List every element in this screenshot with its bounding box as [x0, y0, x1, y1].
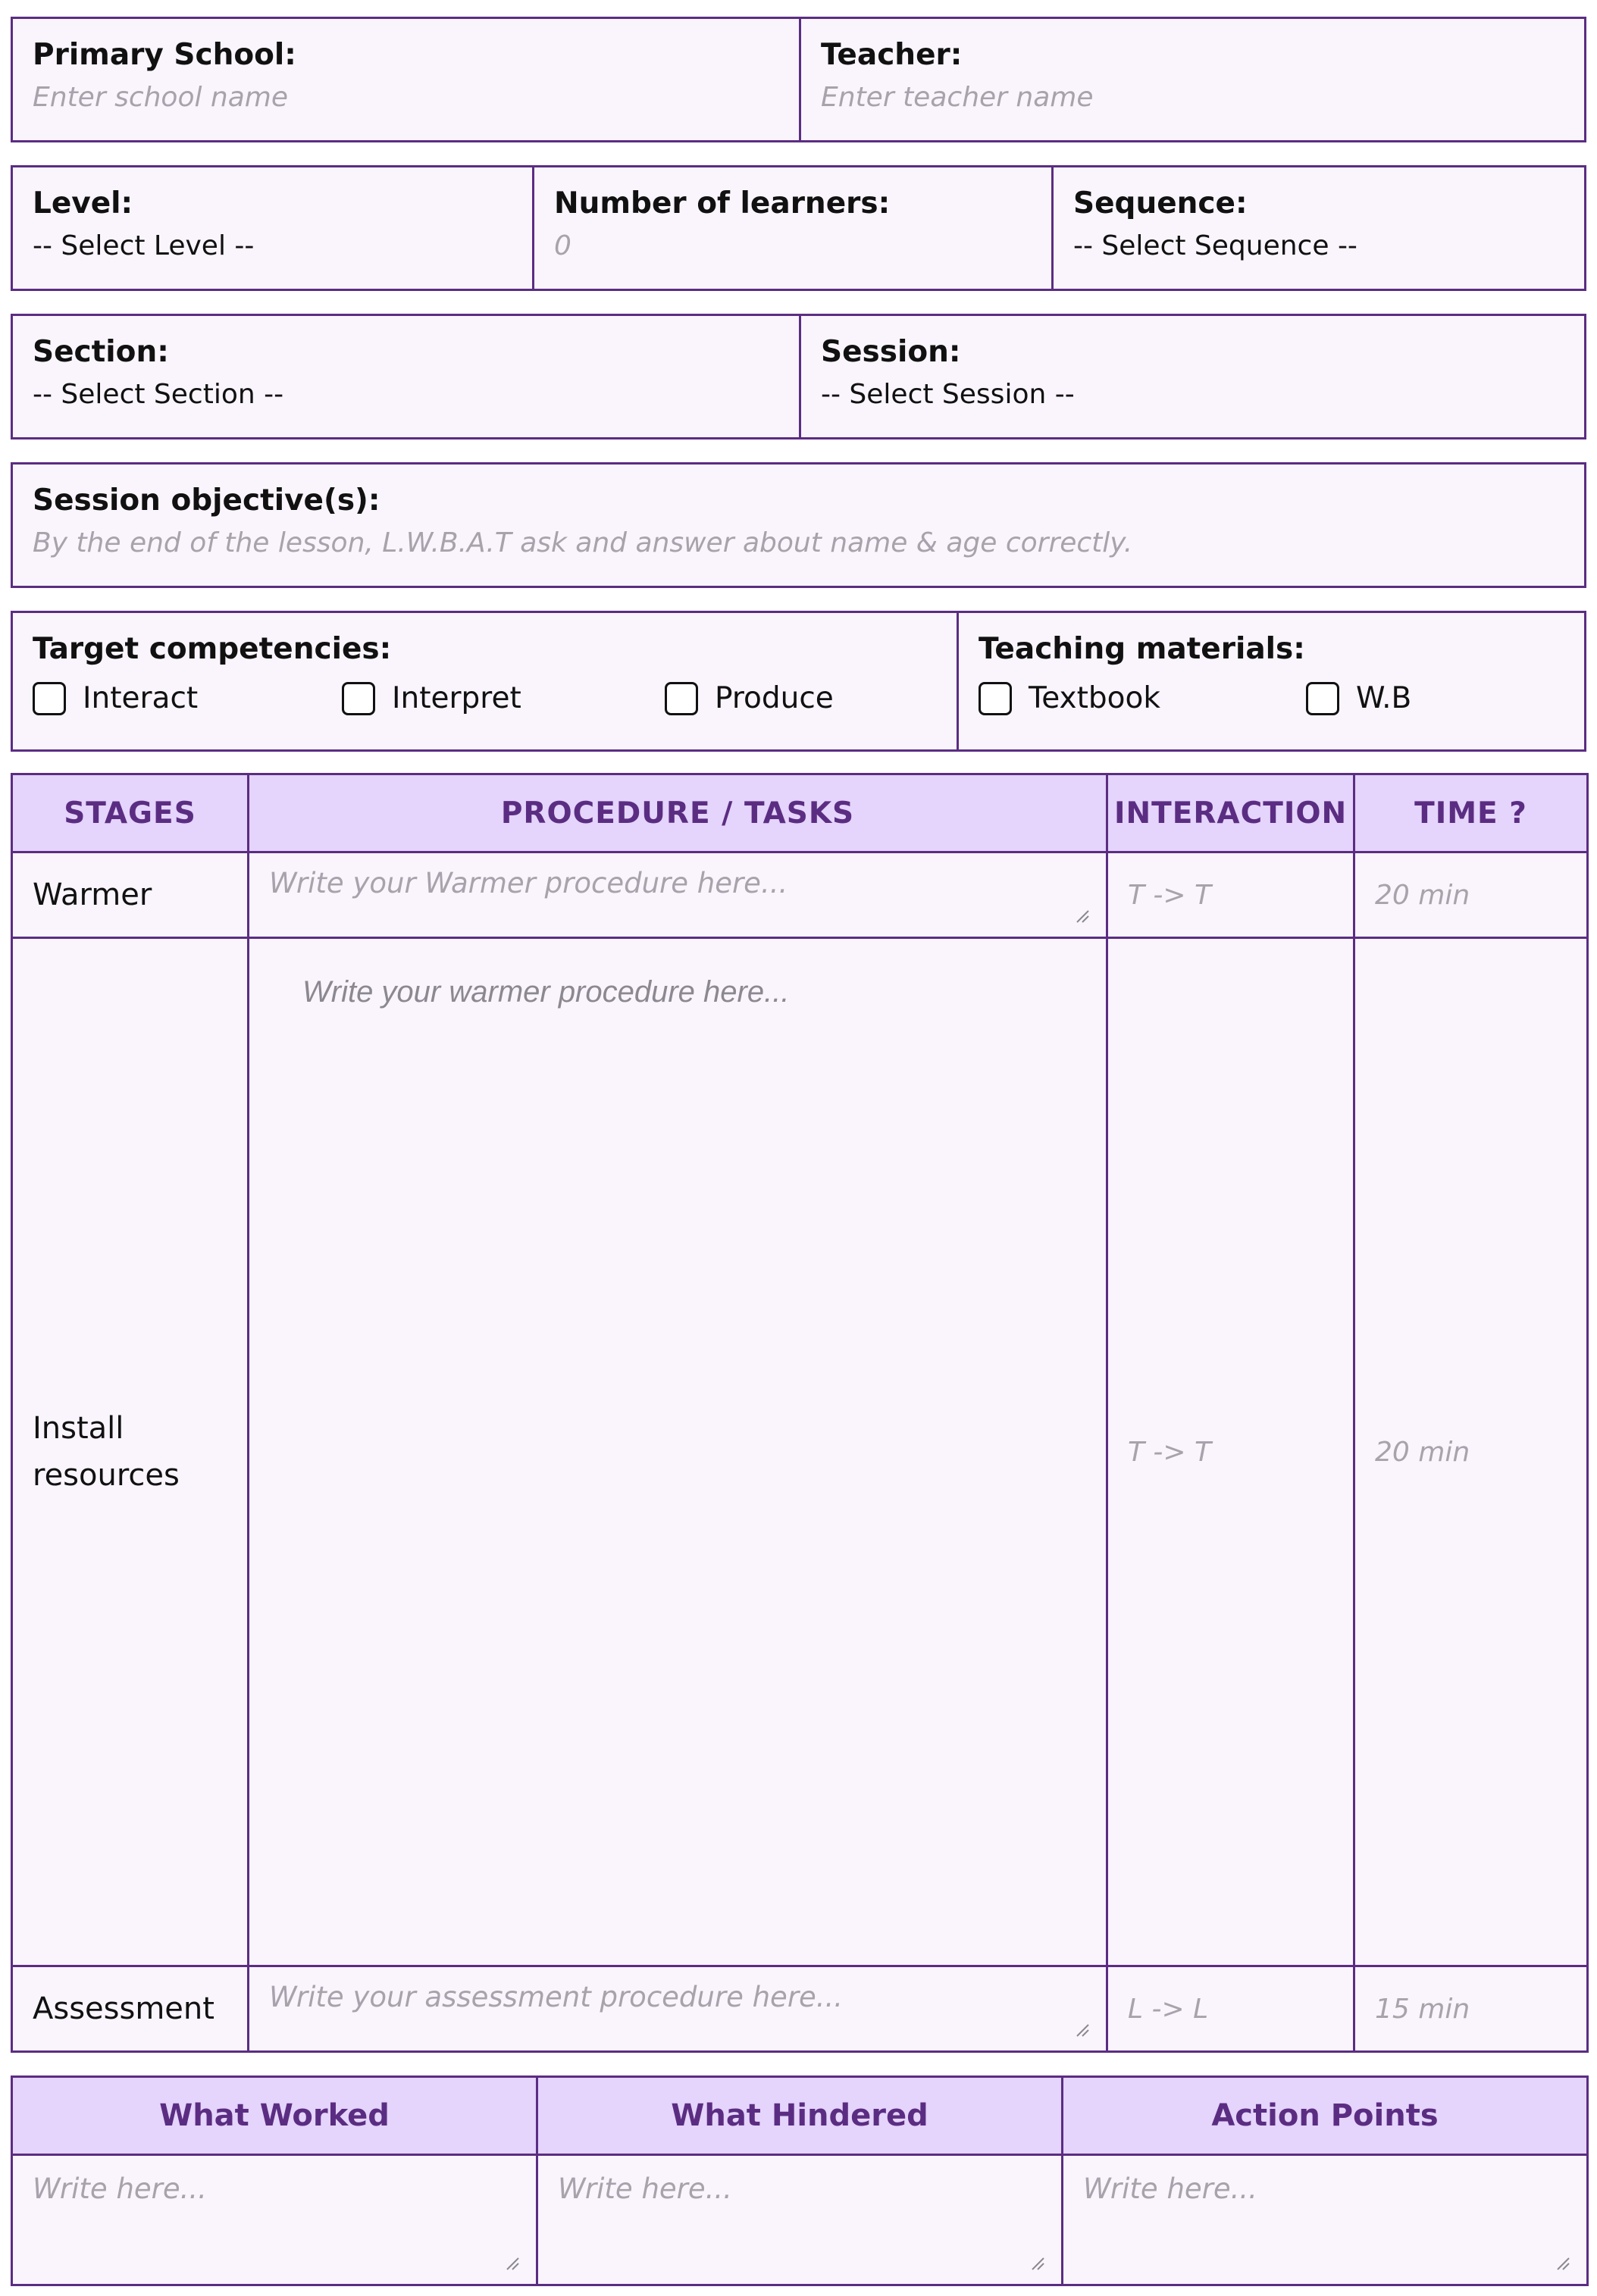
checkbox-icon[interactable]	[342, 682, 375, 715]
time-cell[interactable]	[1354, 1966, 1588, 2052]
section-select[interactable]: -- Select Section --	[33, 379, 284, 410]
stage-cell	[12, 852, 249, 938]
objective-input[interactable]: By the end of the lesson, L.W.B.A.T ask and answer about name & age correctly.	[33, 527, 1133, 558]
competencies-label: Target competencies:	[33, 632, 392, 666]
material-label: Textbook	[1029, 681, 1160, 715]
table-row	[12, 938, 1588, 1966]
stage-cell	[12, 1966, 249, 2052]
level-section	[11, 165, 1586, 291]
competencies-field	[13, 613, 959, 749]
section-session-section	[11, 314, 1586, 439]
school-input[interactable]: Enter school name	[33, 82, 289, 113]
what-worked-header: What Worked	[12, 2077, 537, 2155]
competency-label: Interact	[83, 681, 199, 715]
stage-name: Warmer	[33, 877, 152, 912]
competency-label: Produce	[715, 681, 834, 715]
reflection-table	[11, 2075, 1589, 2286]
interaction-input[interactable]: T -> T	[1128, 879, 1212, 911]
time-cell[interactable]	[1354, 852, 1588, 938]
procedure-header: PROCEDURE / TASKS	[249, 774, 1107, 852]
checkbox-icon[interactable]	[1306, 682, 1339, 715]
competencies-section	[11, 611, 1586, 752]
section-label: Section:	[33, 335, 169, 369]
action-points-header: Action Points	[1063, 2077, 1588, 2155]
stages-header: STAGES	[12, 774, 249, 852]
competency-produce[interactable]	[665, 681, 834, 715]
teacher-input[interactable]: Enter teacher name	[821, 82, 1094, 113]
procedure-cell[interactable]	[249, 1966, 1107, 2052]
materials-label: Teaching materials:	[979, 632, 1305, 666]
stage-name: Assessment	[33, 1991, 214, 2026]
stage-name: Install resources	[33, 1411, 180, 1493]
what-hindered-header: What Hindered	[537, 2077, 1063, 2155]
level-label: Level:	[33, 186, 133, 221]
school-teacher-section	[11, 17, 1586, 142]
sequence-field	[1054, 167, 1584, 289]
time-header: TIME ?	[1354, 774, 1588, 852]
what-worked-cell[interactable]	[12, 2155, 537, 2285]
table-header-row	[12, 774, 1588, 852]
time-input[interactable]: 20 min	[1375, 1436, 1470, 1468]
lesson-plan-table	[11, 773, 1589, 2053]
time-cell[interactable]	[1354, 938, 1588, 1966]
competency-interpret[interactable]	[342, 681, 665, 715]
checkbox-icon[interactable]	[33, 682, 66, 715]
procedure-cell[interactable]	[249, 852, 1107, 938]
what-worked-textarea[interactable]: Write here...	[33, 2172, 207, 2205]
interaction-input[interactable]: T -> T	[1128, 1436, 1212, 1468]
what-hindered-textarea[interactable]: Write here...	[558, 2172, 732, 2205]
learners-label: Number of learners:	[554, 186, 891, 221]
objective-label: Session objective(s):	[33, 483, 380, 518]
interaction-header: INTERACTION	[1107, 774, 1354, 852]
competency-interact[interactable]	[33, 681, 342, 715]
teacher-label: Teacher:	[821, 38, 963, 72]
reflection-header-row	[12, 2077, 1588, 2155]
objective-section	[11, 462, 1586, 588]
resize-grip-icon[interactable]	[1555, 2255, 1570, 2270]
material-textbook[interactable]	[979, 681, 1306, 715]
interaction-cell[interactable]	[1107, 938, 1354, 1966]
resize-grip-icon[interactable]	[1029, 2255, 1044, 2270]
action-points-textarea[interactable]: Write here...	[1083, 2172, 1257, 2205]
learners-input[interactable]: 0	[554, 230, 571, 261]
materials-field	[959, 613, 1584, 749]
checkbox-icon[interactable]	[979, 682, 1012, 715]
procedure-textarea[interactable]: Write your Warmer procedure here...	[269, 867, 788, 899]
sequence-select[interactable]: -- Select Sequence --	[1073, 230, 1357, 261]
procedure-textarea[interactable]: Write your warmer procedure here...	[302, 975, 790, 1009]
school-field	[13, 19, 801, 140]
session-select[interactable]: -- Select Session --	[821, 379, 1075, 410]
material-label: W.B	[1356, 681, 1412, 715]
resize-grip-icon[interactable]	[1074, 2022, 1089, 2037]
resize-grip-icon[interactable]	[504, 2255, 519, 2270]
time-input[interactable]: 15 min	[1375, 1993, 1470, 2025]
stage-cell	[12, 938, 249, 1966]
section-field	[13, 316, 801, 437]
interaction-cell[interactable]	[1107, 1966, 1354, 2052]
school-label: Primary School:	[33, 38, 296, 72]
interaction-input[interactable]: L -> L	[1128, 1993, 1209, 2025]
time-input[interactable]: 20 min	[1375, 879, 1470, 911]
level-field	[13, 167, 534, 289]
table-row	[12, 1966, 1588, 2052]
learners-field	[534, 167, 1054, 289]
what-hindered-cell[interactable]	[537, 2155, 1063, 2285]
level-select[interactable]: -- Select Level --	[33, 230, 255, 261]
table-row	[12, 852, 1588, 938]
procedure-textarea[interactable]: Write your assessment procedure here...	[269, 1981, 844, 2013]
objective-field	[13, 465, 1584, 586]
material-wb[interactable]	[1306, 681, 1411, 715]
teacher-field	[801, 19, 1584, 140]
session-label: Session:	[821, 335, 961, 369]
session-field	[801, 316, 1584, 437]
action-points-cell[interactable]	[1063, 2155, 1588, 2285]
checkbox-icon[interactable]	[665, 682, 698, 715]
sequence-label: Sequence:	[1073, 186, 1248, 221]
resize-grip-icon[interactable]	[1074, 908, 1089, 923]
competency-label: Interpret	[392, 681, 521, 715]
interaction-cell[interactable]	[1107, 852, 1354, 938]
procedure-cell[interactable]	[249, 938, 1107, 1966]
reflection-row	[12, 2155, 1588, 2285]
